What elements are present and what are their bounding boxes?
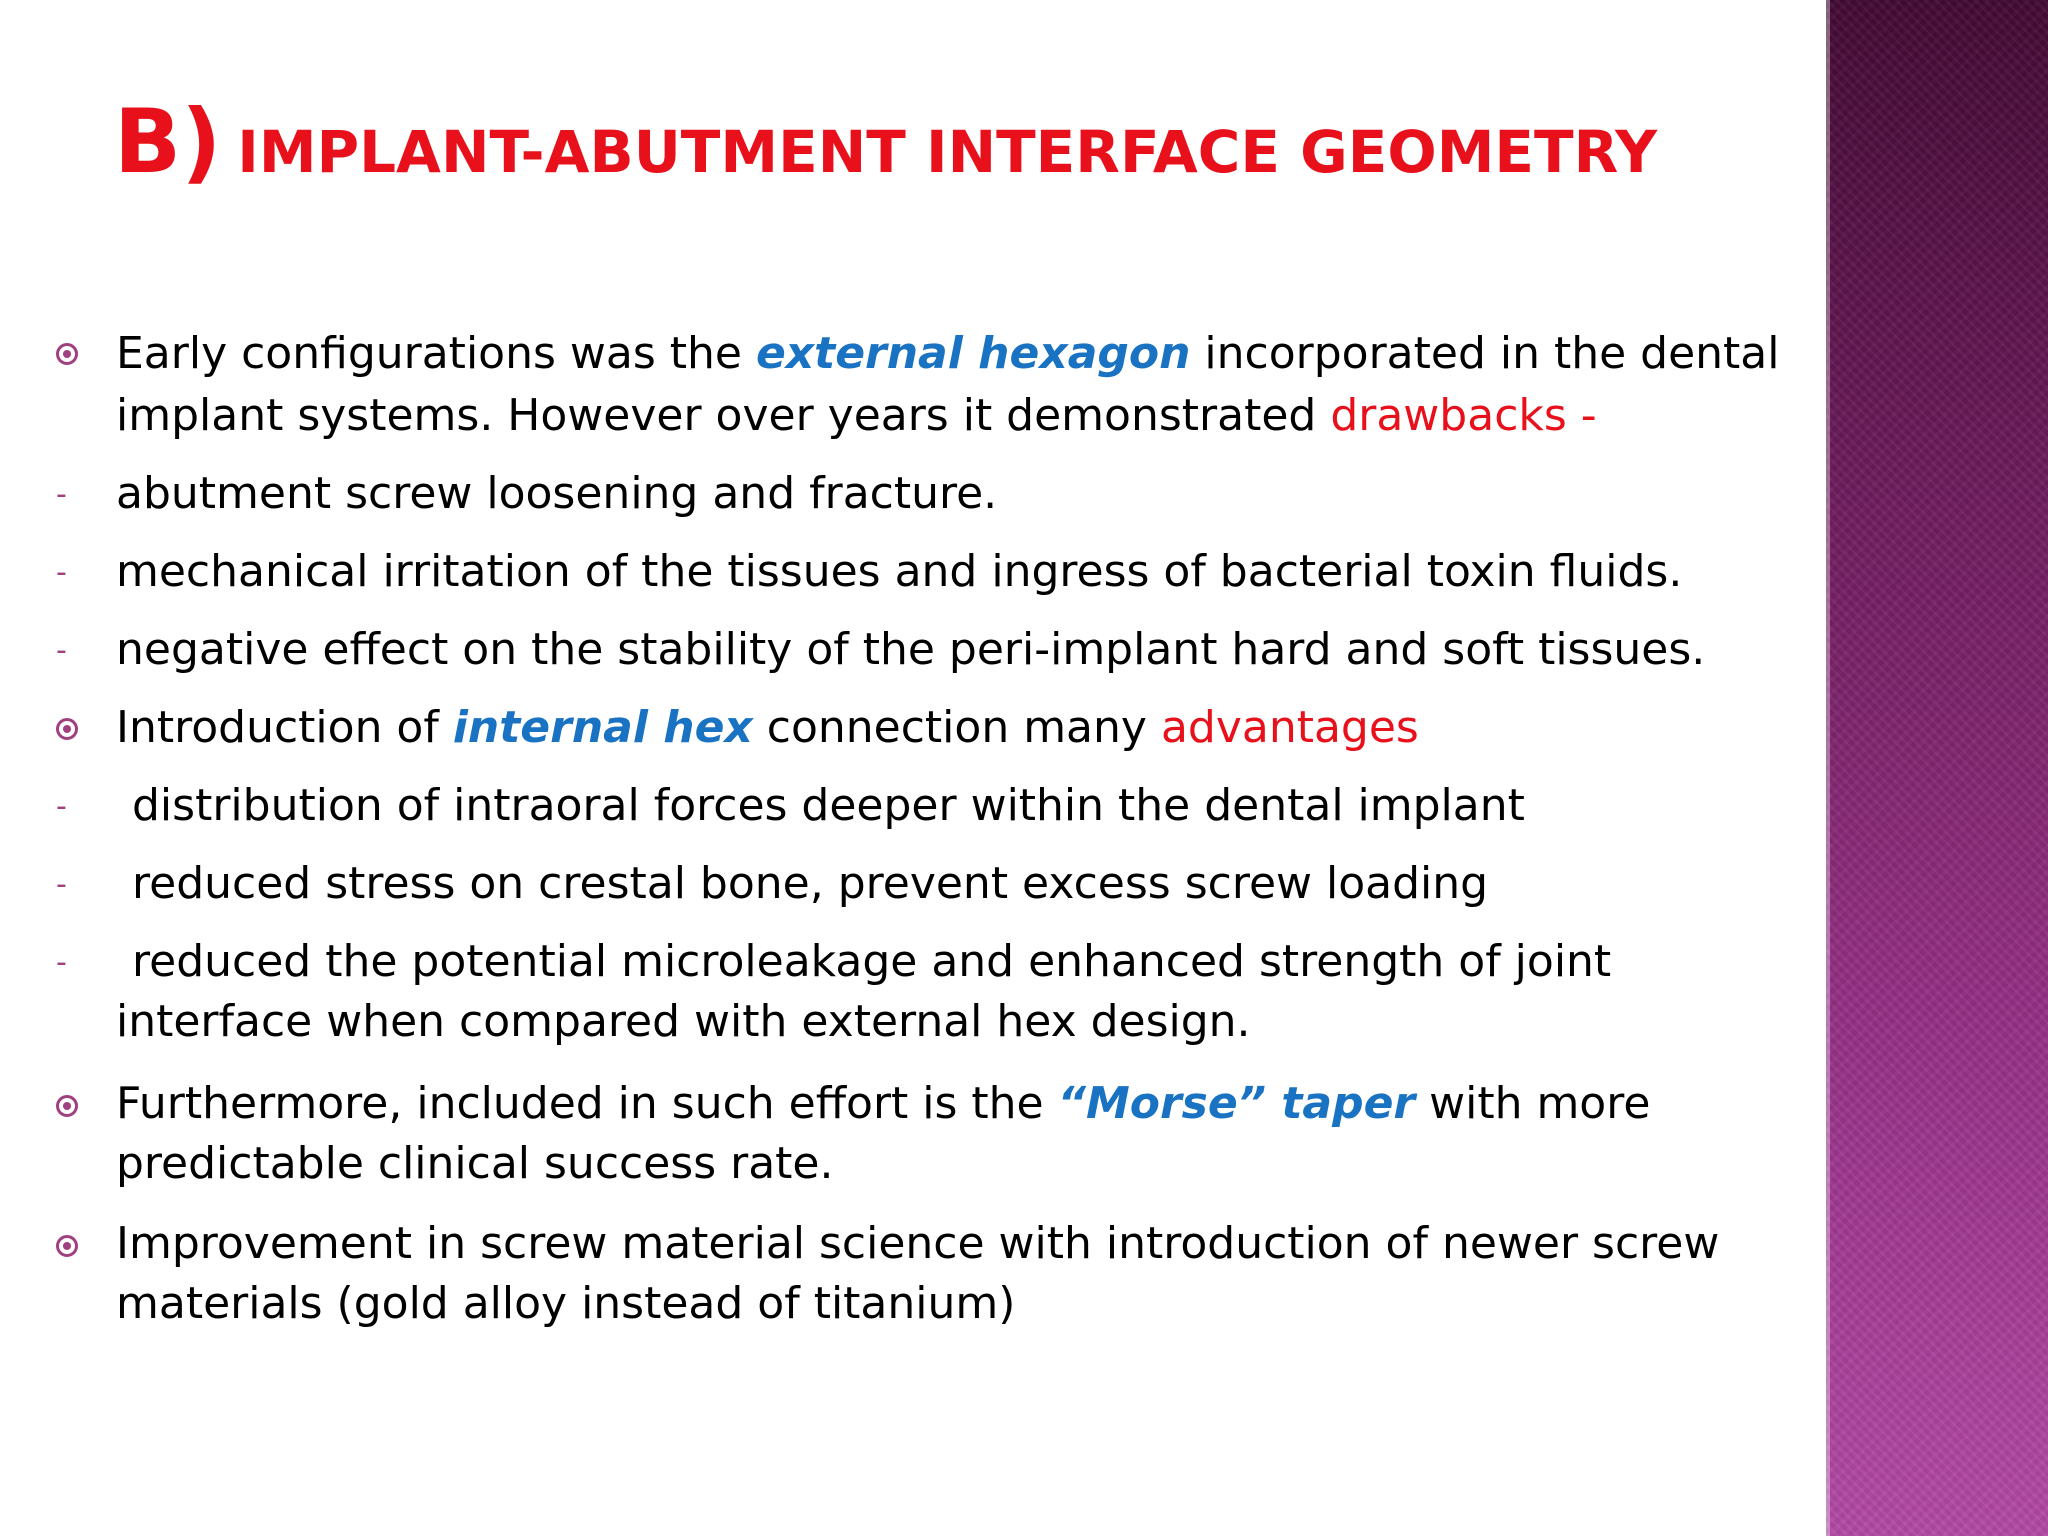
bullet-1-text-b: incorporated in the dental bbox=[1190, 328, 1780, 379]
decorative-side-band bbox=[1826, 0, 2048, 1536]
drawbacks-highlight: drawbacks - bbox=[1330, 390, 1597, 441]
bullet-4-line-1: Improvement in screw material science with introduction of newer screw bbox=[116, 1218, 1720, 1269]
drawback-item-1: abutment screw loosening and fracture. bbox=[116, 468, 998, 519]
circle-dot-bullet-icon bbox=[56, 1095, 78, 1117]
dash-marker: - bbox=[56, 867, 67, 902]
dash-marker: - bbox=[56, 633, 67, 668]
circle-dot-bullet-icon bbox=[56, 343, 78, 365]
advantage-item-2 bbox=[116, 853, 1826, 915]
dash-marker: - bbox=[56, 555, 67, 590]
side-band-texture bbox=[1826, 0, 2048, 1536]
dash-marker: - bbox=[56, 789, 67, 824]
bullet-1-line-2-text: implant systems. However over years it demonstrated bbox=[116, 390, 1331, 441]
bullet-1-text-a: Early configurations was the bbox=[116, 328, 756, 379]
bullet-3-line-1 bbox=[116, 1073, 1826, 1135]
side-band-edge bbox=[1826, 0, 1830, 1536]
dash-marker: - bbox=[56, 945, 67, 980]
circle-dot-bullet-icon bbox=[56, 718, 78, 740]
dash-marker: - bbox=[56, 477, 67, 512]
advantage-item-3-line-1 bbox=[116, 931, 1826, 993]
bullet-2-text-b: connection many bbox=[752, 702, 1161, 753]
advantage-item-1-text: distribution of intraoral forces deeper within the dental implant bbox=[132, 780, 1525, 831]
bullet-3-text-b: with more bbox=[1415, 1078, 1651, 1129]
title-prefix: B) bbox=[114, 90, 222, 193]
bullet-2-text-a: Introduction of bbox=[116, 702, 453, 753]
title-text: IMPLANT-ABUTMENT INTERFACE GEOMETRY bbox=[237, 118, 1658, 186]
slide-title bbox=[114, 90, 1814, 193]
external-hexagon-highlight: external hexagon bbox=[755, 328, 1191, 379]
drawback-item-3: negative effect on the stability of the peri-implant hard and soft tissues. bbox=[116, 624, 1706, 675]
drawback-item-2: mechanical irritation of the tissues and ingress of bacterial toxin fluids. bbox=[116, 546, 1683, 597]
advantage-item-2-text: reduced stress on crestal bone, prevent excess screw loading bbox=[132, 858, 1489, 909]
advantage-item-3-text: reduced the potential microleakage and enhanced strength of joint bbox=[132, 936, 1612, 987]
circle-dot-bullet-icon bbox=[56, 1235, 78, 1257]
bullet-3-text-a: Furthermore, included in such effort is the bbox=[116, 1078, 1058, 1129]
bullet-4-line-2: materials (gold alloy instead of titanium) bbox=[116, 1278, 1016, 1329]
morse-taper-highlight: “Morse” taper bbox=[1057, 1078, 1416, 1129]
advantage-item-3-line-2: interface when compared with external hex design. bbox=[116, 996, 1251, 1047]
advantages-highlight: advantages bbox=[1160, 702, 1419, 753]
bullet-1-line-2 bbox=[116, 385, 1826, 447]
bullet-2-line bbox=[116, 697, 1826, 759]
bullet-3-line-2: predictable clinical success rate. bbox=[116, 1138, 834, 1189]
bullet-1-line-1 bbox=[116, 323, 1826, 385]
internal-hex-highlight: internal hex bbox=[452, 702, 753, 753]
advantage-item-1 bbox=[116, 775, 1826, 837]
